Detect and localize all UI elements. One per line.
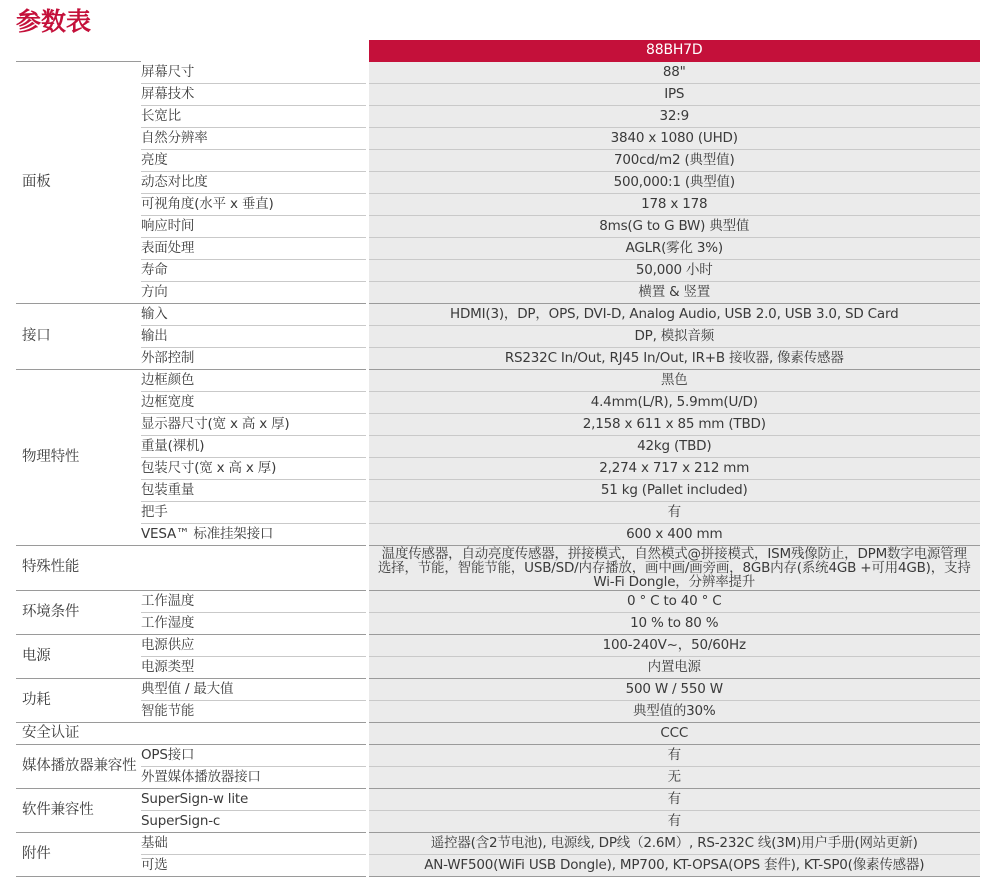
group-label: 媒体播放器兼容性 bbox=[16, 744, 141, 788]
spec-row bbox=[16, 237, 980, 259]
spec-label: 包装尺寸(宽 x 高 x 厚) bbox=[141, 457, 367, 479]
spec-row bbox=[16, 788, 980, 810]
spec-value: DP, 模拟音频 bbox=[367, 325, 980, 347]
spec-table bbox=[16, 40, 980, 877]
spec-row bbox=[16, 479, 980, 501]
spec-value: 500 W / 550 W bbox=[367, 678, 980, 700]
spec-value: IPS bbox=[367, 83, 980, 105]
group-label: 附件 bbox=[16, 832, 141, 876]
spec-label: 长宽比 bbox=[141, 105, 367, 127]
spec-value: 横置 & 竖置 bbox=[367, 281, 980, 303]
spec-label bbox=[141, 545, 367, 590]
spec-value: 4.4mm(L/R), 5.9mm(U/D) bbox=[367, 391, 980, 413]
spec-label: 基础 bbox=[141, 832, 367, 854]
spec-label: SuperSign-w lite bbox=[141, 788, 367, 810]
spec-row bbox=[16, 105, 980, 127]
spec-row bbox=[16, 303, 980, 325]
group-label: 电源 bbox=[16, 634, 141, 678]
spec-label: 方向 bbox=[141, 281, 367, 303]
group-label: 物理特性 bbox=[16, 369, 141, 545]
group-label: 面板 bbox=[16, 62, 141, 304]
header-blank-cell bbox=[141, 40, 367, 62]
spec-row bbox=[16, 700, 980, 722]
spec-row bbox=[16, 215, 980, 237]
spec-value: 遥控器(含2节电池), 电源线, DP线（2.6M）, RS-232C 线(3M)用户手册(网站更新) bbox=[367, 832, 980, 854]
header-blank-cell bbox=[16, 40, 141, 62]
spec-value: 600 x 400 mm bbox=[367, 523, 980, 545]
spec-row bbox=[16, 127, 980, 149]
spec-value: 黑色 bbox=[367, 369, 980, 391]
spec-value: 2,274 x 717 x 212 mm bbox=[367, 457, 980, 479]
spec-value: 有 bbox=[367, 744, 980, 766]
spec-row bbox=[16, 171, 980, 193]
spec-label: 寿命 bbox=[141, 259, 367, 281]
spec-label: 显示器尺寸(宽 x 高 x 厚) bbox=[141, 413, 367, 435]
spec-label: 可选 bbox=[141, 854, 367, 876]
spec-label: SuperSign-c bbox=[141, 810, 367, 832]
spec-label: 重量(裸机) bbox=[141, 435, 367, 457]
spec-row bbox=[16, 369, 980, 391]
spec-row bbox=[16, 501, 980, 523]
spec-value: HDMI(3)，DP，OPS, DVI-D, Analog Audio, USB 2.0, USB 3.0, SD Card bbox=[367, 303, 980, 325]
spec-row bbox=[16, 854, 980, 876]
spec-value: 有 bbox=[367, 810, 980, 832]
spec-value: 10 % to 80 % bbox=[367, 612, 980, 634]
spec-value: 典型值的30% bbox=[367, 700, 980, 722]
spec-row bbox=[16, 149, 980, 171]
spec-label: 输出 bbox=[141, 325, 367, 347]
spec-value: AN-WF500(WiFi USB Dongle), MP700, KT-OPSA(OPS 套件), KT-SP0(像素传感器) bbox=[367, 854, 980, 876]
spec-value: 有 bbox=[367, 788, 980, 810]
spec-label: 外置媒体播放器接口 bbox=[141, 766, 367, 788]
spec-label: 外部控制 bbox=[141, 347, 367, 369]
spec-label: OPS接口 bbox=[141, 744, 367, 766]
spec-value: 51 kg (Pallet included) bbox=[367, 479, 980, 501]
spec-value: 2,158 x 611 x 85 mm (TBD) bbox=[367, 413, 980, 435]
spec-value: 8ms(G to G BW) 典型值 bbox=[367, 215, 980, 237]
spec-value: AGLR(雾化 3%) bbox=[367, 237, 980, 259]
spec-row bbox=[16, 281, 980, 303]
spec-label: 动态对比度 bbox=[141, 171, 367, 193]
spec-label: 边框颜色 bbox=[141, 369, 367, 391]
spec-value: CCC bbox=[367, 722, 980, 744]
spec-row bbox=[16, 766, 980, 788]
spec-row bbox=[16, 62, 980, 84]
spec-value: 32:9 bbox=[367, 105, 980, 127]
spec-value: 温度传感器，自动亮度传感器，拼接模式，自然模式@拼接模式，ISM残像防止，DPM数字电源管理选择，节能，智能节能，USB/SD/内存播放，画中画/画旁画，8GB内存(系统4GB +可用4GB)，支持Wi-Fi Dongle，分辨率提升 bbox=[367, 545, 980, 590]
spec-row bbox=[16, 435, 980, 457]
spec-value: 500,000:1 (典型值) bbox=[367, 171, 980, 193]
spec-row bbox=[16, 722, 980, 744]
spec-row bbox=[16, 545, 980, 590]
model-header-row bbox=[16, 40, 980, 62]
group-label: 软件兼容性 bbox=[16, 788, 141, 832]
spec-row bbox=[16, 744, 980, 766]
spec-row bbox=[16, 83, 980, 105]
spec-row bbox=[16, 347, 980, 369]
group-label: 特殊性能 bbox=[16, 545, 141, 590]
spec-row bbox=[16, 656, 980, 678]
spec-label: 工作温度 bbox=[141, 590, 367, 612]
spec-value: 3840 x 1080 (UHD) bbox=[367, 127, 980, 149]
spec-row bbox=[16, 325, 980, 347]
spec-row bbox=[16, 193, 980, 215]
spec-label: 电源供应 bbox=[141, 634, 367, 656]
spec-label: 屏幕技术 bbox=[141, 83, 367, 105]
spec-label: 典型值 / 最大值 bbox=[141, 678, 367, 700]
group-label: 安全认证 bbox=[16, 722, 141, 744]
spec-label bbox=[141, 722, 367, 744]
spec-row bbox=[16, 391, 980, 413]
spec-label: 表面处理 bbox=[141, 237, 367, 259]
spec-value: 88" bbox=[367, 62, 980, 84]
spec-label: 自然分辨率 bbox=[141, 127, 367, 149]
spec-label: 电源类型 bbox=[141, 656, 367, 678]
spec-row bbox=[16, 413, 980, 435]
group-label: 环境条件 bbox=[16, 590, 141, 634]
spec-value: 100-240V~，50/60Hz bbox=[367, 634, 980, 656]
spec-label: 边框宽度 bbox=[141, 391, 367, 413]
spec-row bbox=[16, 457, 980, 479]
spec-label: 工作湿度 bbox=[141, 612, 367, 634]
spec-value: 178 x 178 bbox=[367, 193, 980, 215]
spec-value: 0 ° C to 40 ° C bbox=[367, 590, 980, 612]
spec-label: 包装重量 bbox=[141, 479, 367, 501]
spec-value: 50,000 小时 bbox=[367, 259, 980, 281]
spec-label: VESA™ 标准挂架接口 bbox=[141, 523, 367, 545]
spec-value: 内置电源 bbox=[367, 656, 980, 678]
spec-value: 700cd/m2 (典型值) bbox=[367, 149, 980, 171]
spec-value: 无 bbox=[367, 766, 980, 788]
spec-label: 响应时间 bbox=[141, 215, 367, 237]
spec-value: 有 bbox=[367, 501, 980, 523]
spec-value: 42kg (TBD) bbox=[367, 435, 980, 457]
spec-row bbox=[16, 523, 980, 545]
spec-label: 输入 bbox=[141, 303, 367, 325]
spec-label: 把手 bbox=[141, 501, 367, 523]
page-title: 参数表 bbox=[16, 7, 92, 36]
spec-value: RS232C In/Out, RJ45 In/Out, IR+B 接收器, 像素传感器 bbox=[367, 347, 980, 369]
spec-label: 智能节能 bbox=[141, 700, 367, 722]
spec-row bbox=[16, 832, 980, 854]
spec-row bbox=[16, 678, 980, 700]
spec-row bbox=[16, 259, 980, 281]
spec-label: 可视角度(水平 x 垂直) bbox=[141, 193, 367, 215]
group-label: 功耗 bbox=[16, 678, 141, 722]
spec-row bbox=[16, 590, 980, 612]
spec-table-body bbox=[16, 40, 980, 876]
model-name: 88BH7D bbox=[367, 40, 980, 62]
spec-label: 亮度 bbox=[141, 149, 367, 171]
group-label: 接口 bbox=[16, 303, 141, 369]
spec-row bbox=[16, 612, 980, 634]
spec-label: 屏幕尺寸 bbox=[141, 62, 367, 84]
spec-row bbox=[16, 634, 980, 656]
spec-row bbox=[16, 810, 980, 832]
